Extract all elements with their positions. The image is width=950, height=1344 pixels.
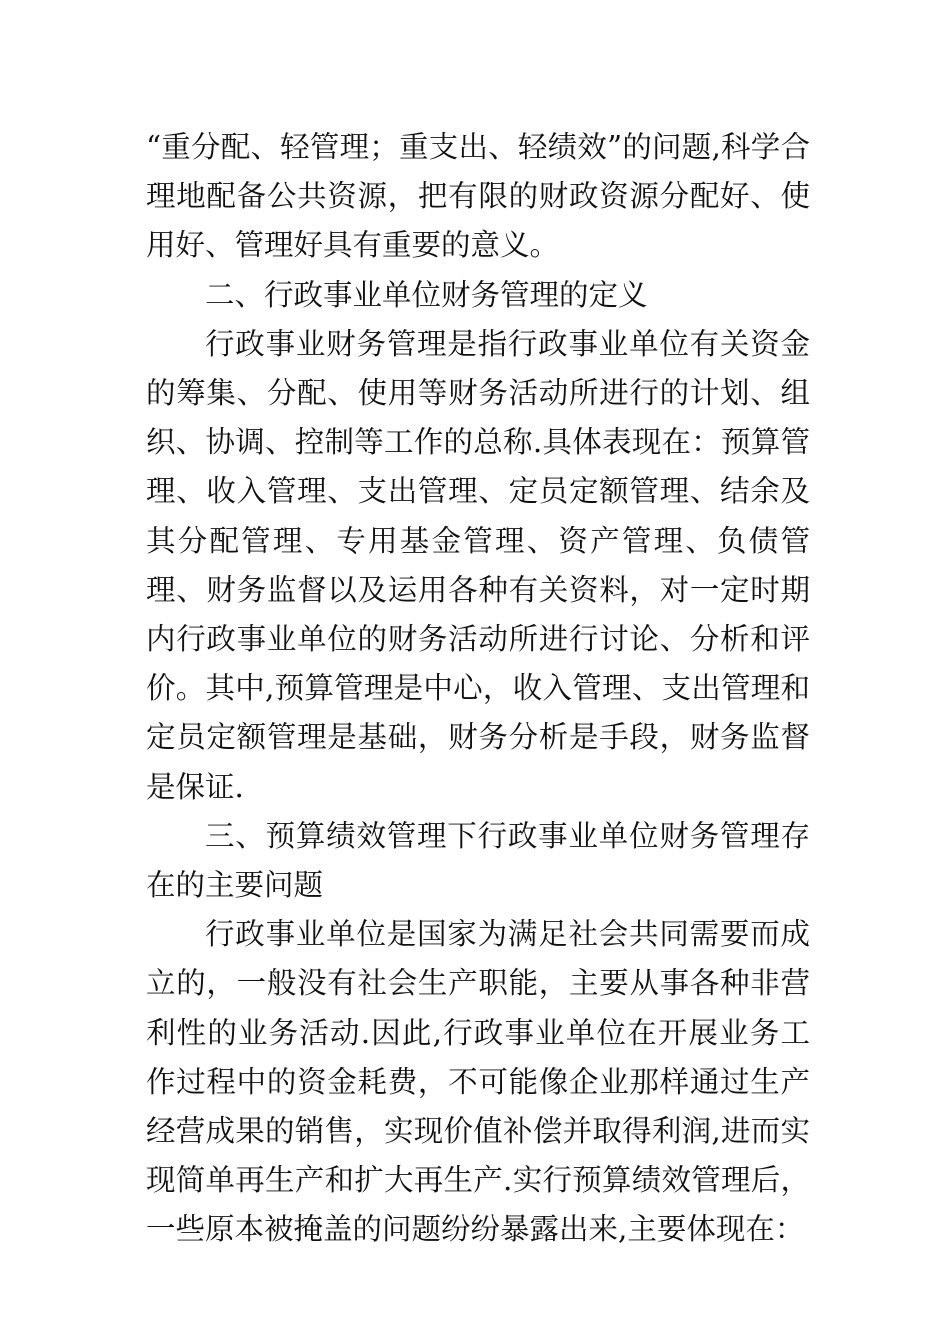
paragraph-problems: 行政事业单位是国家为满足社会共同需要而成立的，一般没有社会生产职能，主要从事各种非营利性的业务活动.因此,行政事业单位在开展业务工作过程中的资金耗费，不可能像企业那样通过生产经营成果的销售，实现价值补偿并取得利润,进而实现简单再生产和扩大再生产.实行预算绩效管理后，一些原本被掩盖的问题纷纷暴露出来,主要体现在： — [146, 917, 810, 1247]
document-body — [146, 123, 810, 1255]
section-heading-2: 二、行政事业单位财务管理的定义 — [205, 277, 648, 312]
section-heading-3: 三、预算绩效管理下行政事业单位财务管理存在的主要问题 — [146, 818, 810, 903]
paragraph-continued: “重分配、轻管理；重支出、轻绩效”的问题,科学合理地配备公共资源，把有限的财政资源分配好、使用好、管理好具有重要的意义。 — [146, 130, 810, 263]
paragraph-definition: 行政事业财务管理是指行政事业单位有关资金的筹集、分配、使用等财务活动所进行的计划、组织、协调、控制等工作的总称.具体表现在：预算管理、收入管理、支出管理、定员定额管理、结余及其分配管理、专用基金管理、资产管理、负债管理、财务监督以及运用各种有关资料，对一定时期内行政事业单位的财务活动所进行讨论、分析和评价。其中,预算管理是中心，收入管理、支出管理和定员定额管理是基础，财务分析是手段，财务监督是保证. — [146, 326, 810, 804]
